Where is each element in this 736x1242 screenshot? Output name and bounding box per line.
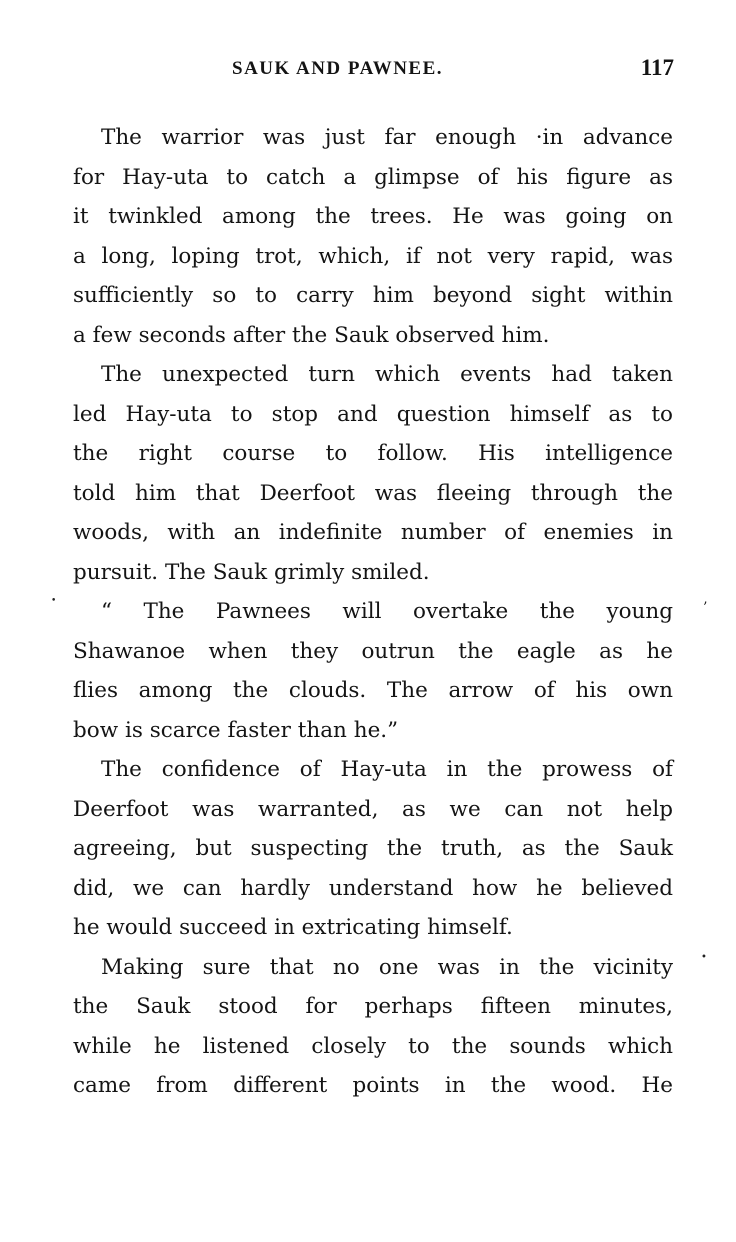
text-line: a few seconds after the Sauk observed him. <box>73 322 550 348</box>
text-line: Deerfoot was warranted, as we can not help <box>73 796 673 822</box>
paragraph-1 <box>45 118 673 355</box>
text-line: came from different points in the wood. He <box>73 1073 673 1098</box>
print-speck: • <box>701 952 707 963</box>
text-line: bow is scarce faster than he.” <box>73 717 399 743</box>
text-line: agreeing, but suspecting the truth, as the Sauk <box>73 836 673 861</box>
text-line: The confidence of Hay-uta in the prowess of <box>101 757 673 782</box>
paragraph-4 <box>45 750 673 948</box>
text-line: for Hay-uta to catch a glimpse of his figure as <box>73 164 673 190</box>
text-line: told him that Deerfoot was fleeing through the <box>73 480 673 506</box>
print-speck: ’ <box>703 600 708 616</box>
text-line: The unexpected turn which events had taken <box>101 362 673 387</box>
text-line: Making sure that no one was in the vicinity <box>101 954 673 980</box>
text-line: it twinkled among the trees. He was going on <box>73 204 673 229</box>
print-speck: • <box>51 596 57 606</box>
running-title: SAUK AND PAWNEE. <box>232 58 444 79</box>
text-line: he would succeed in extricating himself. <box>73 915 513 940</box>
page-number: 117 <box>640 55 674 80</box>
text-line: did, we can hardly understand how he believed <box>73 875 673 901</box>
paragraph-5 <box>45 948 673 1106</box>
text-line: “ The Pawnees will overtake the young <box>101 599 673 624</box>
text-line: the right course to follow. His intelligence <box>73 441 673 466</box>
text-line: a long, loping trot, which, if not very rapid, was <box>73 243 673 269</box>
text-line: pursuit. The Sauk grimly smiled. <box>73 559 430 585</box>
text-line: while he listened closely to the sounds which <box>73 1033 673 1059</box>
body-text <box>45 118 673 1106</box>
text-line: flies among the clouds. The arrow of his own <box>73 678 673 703</box>
text-line: The warrior was just far enough ·in advance <box>101 125 673 150</box>
text-line: Shawanoe when they outrun the eagle as he <box>73 638 673 664</box>
text-line: woods, with an indefinite number of enemies in <box>73 520 673 545</box>
text-line: led Hay-uta to stop and question himself as to <box>73 401 673 427</box>
paragraph-2 <box>45 355 673 592</box>
text-line: the Sauk stood for perhaps fifteen minutes, <box>73 994 673 1019</box>
paragraph-3 <box>45 592 673 750</box>
text-line: sufficiently so to carry him beyond sight within <box>73 283 673 308</box>
